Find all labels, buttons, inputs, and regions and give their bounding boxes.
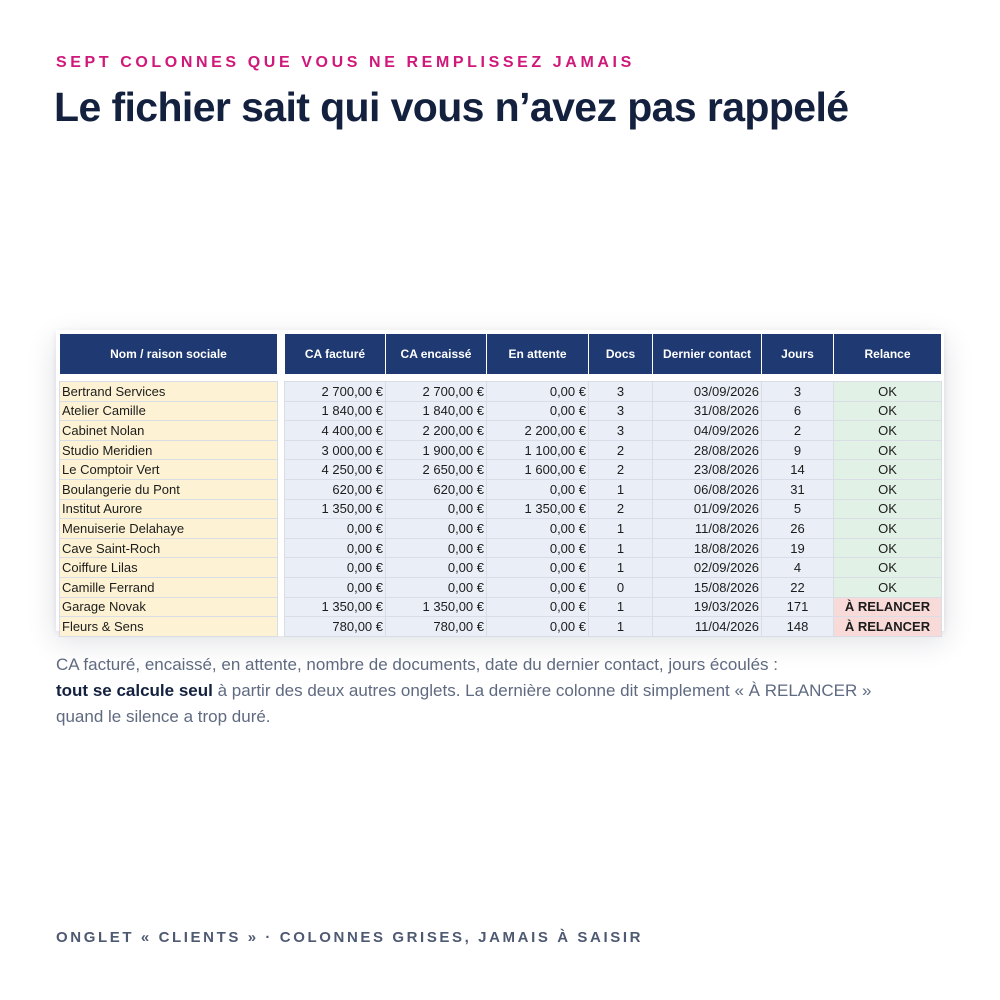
header-dernier-contact[interactable]: Dernier contact: [653, 334, 762, 375]
cell-name[interactable]: Cave Saint-Roch: [60, 538, 278, 558]
table-row: [60, 558, 942, 578]
cell-en-attente[interactable]: 2 200,00 €: [487, 421, 589, 441]
table-row: [60, 401, 942, 421]
cell-en-attente[interactable]: 1 100,00 €: [487, 440, 589, 460]
cell-ca-facture[interactable]: 3 000,00 €: [285, 440, 386, 460]
cell-en-attente[interactable]: 0,00 €: [487, 538, 589, 558]
column-gap: [278, 519, 285, 539]
cell-ca-encaisse[interactable]: 1 350,00 €: [386, 597, 487, 617]
cell-jours[interactable]: 26: [762, 519, 834, 539]
cell-jours[interactable]: 14: [762, 460, 834, 480]
cell-dernier-contact[interactable]: 31/08/2026: [653, 401, 762, 421]
cell-ca-encaisse[interactable]: 2 650,00 €: [386, 460, 487, 480]
table-row: [60, 499, 942, 519]
cell-relance[interactable]: OK: [834, 421, 942, 441]
cell-en-attente[interactable]: 0,00 €: [487, 617, 589, 637]
cell-jours[interactable]: 9: [762, 440, 834, 460]
column-gap: [278, 499, 285, 519]
column-gap: [278, 558, 285, 578]
spreadsheet-screenshot: [56, 330, 944, 634]
cell-dernier-contact[interactable]: 23/08/2026: [653, 460, 762, 480]
eyebrow-label: SEPT COLONNES QUE VOUS NE REMPLISSEZ JAMAIS: [56, 54, 635, 71]
cell-docs[interactable]: 1: [589, 617, 653, 637]
cell-relance[interactable]: OK: [834, 479, 942, 499]
cell-jours[interactable]: 6: [762, 401, 834, 421]
header-en-attente[interactable]: En attente: [487, 334, 589, 375]
cell-en-attente[interactable]: 1 600,00 €: [487, 460, 589, 480]
caption-bold: tout se calcule seul: [56, 681, 213, 700]
cell-docs[interactable]: 1: [589, 558, 653, 578]
cell-ca-facture[interactable]: 0,00 €: [285, 538, 386, 558]
cell-en-attente[interactable]: 0,00 €: [487, 577, 589, 597]
cell-docs[interactable]: 3: [589, 401, 653, 421]
cell-dernier-contact[interactable]: 11/04/2026: [653, 617, 762, 637]
table-row: [60, 538, 942, 558]
column-gap: [278, 479, 285, 499]
cell-dernier-contact[interactable]: 19/03/2026: [653, 597, 762, 617]
cell-relance[interactable]: OK: [834, 577, 942, 597]
header-row: [60, 334, 942, 375]
cell-dernier-contact[interactable]: 03/09/2026: [653, 382, 762, 402]
table-row: [60, 479, 942, 499]
header-name[interactable]: Nom / raison sociale: [60, 334, 278, 375]
table-body: [60, 375, 942, 637]
table-row: [60, 577, 942, 597]
header-relance[interactable]: Relance: [834, 334, 942, 375]
cell-relance[interactable]: OK: [834, 538, 942, 558]
cell-dernier-contact[interactable]: 15/08/2026: [653, 577, 762, 597]
table-row: [60, 617, 942, 637]
cell-name[interactable]: Coiffure Lilas: [60, 558, 278, 578]
table-row: [60, 519, 942, 539]
cell-jours[interactable]: 31: [762, 479, 834, 499]
column-gap: [278, 401, 285, 421]
cell-name[interactable]: Garage Novak: [60, 597, 278, 617]
cell-ca-encaisse[interactable]: 0,00 €: [386, 499, 487, 519]
header-jours[interactable]: Jours: [762, 334, 834, 375]
cell-dernier-contact[interactable]: 01/09/2026: [653, 499, 762, 519]
cell-jours[interactable]: 3: [762, 382, 834, 402]
cell-name[interactable]: Atelier Camille: [60, 401, 278, 421]
cell-en-attente[interactable]: 1 350,00 €: [487, 499, 589, 519]
cell-docs[interactable]: 3: [589, 382, 653, 402]
cell-docs[interactable]: 3: [589, 421, 653, 441]
cell-ca-encaisse[interactable]: 0,00 €: [386, 558, 487, 578]
cell-jours[interactable]: 22: [762, 577, 834, 597]
caption-part1: CA facturé, encaissé, en attente, nombre de documents, date du dernier contact, jours écoulés :: [56, 655, 778, 674]
cell-ca-facture[interactable]: 4 250,00 €: [285, 460, 386, 480]
cell-ca-facture[interactable]: 0,00 €: [285, 577, 386, 597]
cell-name[interactable]: Boulangerie du Pont: [60, 479, 278, 499]
cell-dernier-contact[interactable]: 18/08/2026: [653, 538, 762, 558]
cell-ca-encaisse[interactable]: 2 200,00 €: [386, 421, 487, 441]
cell-name[interactable]: Menuiserie Delahaye: [60, 519, 278, 539]
cell-en-attente[interactable]: 0,00 €: [487, 597, 589, 617]
cell-name[interactable]: Camille Ferrand: [60, 577, 278, 597]
cell-relance[interactable]: À RELANCER: [834, 597, 942, 617]
cell-jours[interactable]: 5: [762, 499, 834, 519]
cell-docs[interactable]: 1: [589, 538, 653, 558]
cell-dernier-contact[interactable]: 11/08/2026: [653, 519, 762, 539]
cell-ca-encaisse[interactable]: 780,00 €: [386, 617, 487, 637]
table-row: [60, 421, 942, 441]
caption-text: [56, 652, 876, 730]
clients-table: [59, 333, 942, 637]
cell-dernier-contact[interactable]: 28/08/2026: [653, 440, 762, 460]
cell-relance[interactable]: OK: [834, 401, 942, 421]
header-ca-facture[interactable]: CA facturé: [285, 334, 386, 375]
column-gap: [278, 538, 285, 558]
cell-ca-encaisse[interactable]: 620,00 €: [386, 479, 487, 499]
table-row: [60, 440, 942, 460]
page-title: Le fichier sait qui vous n’avez pas rappelé: [54, 84, 849, 130]
cell-relance[interactable]: OK: [834, 499, 942, 519]
cell-ca-facture[interactable]: 0,00 €: [285, 558, 386, 578]
cell-dernier-contact[interactable]: 02/09/2026: [653, 558, 762, 578]
column-gap: [278, 421, 285, 441]
cell-ca-encaisse[interactable]: 0,00 €: [386, 538, 487, 558]
cell-ca-encaisse[interactable]: 1 900,00 €: [386, 440, 487, 460]
cell-ca-encaisse[interactable]: 0,00 €: [386, 577, 487, 597]
cell-relance[interactable]: OK: [834, 558, 942, 578]
cell-ca-facture[interactable]: 4 400,00 €: [285, 421, 386, 441]
cell-en-attente[interactable]: 0,00 €: [487, 382, 589, 402]
column-gap: [278, 440, 285, 460]
cell-ca-facture[interactable]: 620,00 €: [285, 479, 386, 499]
cell-ca-facture[interactable]: 2 700,00 €: [285, 382, 386, 402]
cell-docs[interactable]: 2: [589, 499, 653, 519]
header-spacer: [60, 375, 942, 382]
cell-docs[interactable]: 1: [589, 597, 653, 617]
caption-part2: à partir des deux autres onglets. La dernière colonne dit simplement « À RELANCER » quand le silence a trop duré.: [56, 681, 872, 726]
cell-ca-encaisse[interactable]: 1 840,00 €: [386, 401, 487, 421]
cell-relance[interactable]: OK: [834, 460, 942, 480]
column-gap: [278, 597, 285, 617]
cell-jours[interactable]: 4: [762, 558, 834, 578]
cell-docs[interactable]: 0: [589, 577, 653, 597]
cell-name[interactable]: Institut Aurore: [60, 499, 278, 519]
cell-docs[interactable]: 1: [589, 519, 653, 539]
cell-name[interactable]: Fleurs & Sens: [60, 617, 278, 637]
column-gap: [278, 460, 285, 480]
cell-name[interactable]: Studio Meridien: [60, 440, 278, 460]
cell-ca-facture[interactable]: 780,00 €: [285, 617, 386, 637]
column-gap: [278, 577, 285, 597]
cell-en-attente[interactable]: 0,00 €: [487, 401, 589, 421]
cell-jours[interactable]: 148: [762, 617, 834, 637]
cell-dernier-contact[interactable]: 06/08/2026: [653, 479, 762, 499]
cell-docs[interactable]: 2: [589, 460, 653, 480]
footer-label: ONGLET « CLIENTS » · COLONNES GRISES, JAMAIS À SAISIR: [56, 929, 644, 946]
cell-ca-facture[interactable]: 1 350,00 €: [285, 499, 386, 519]
cell-docs[interactable]: 2: [589, 440, 653, 460]
cell-name[interactable]: Cabinet Nolan: [60, 421, 278, 441]
cell-relance[interactable]: OK: [834, 382, 942, 402]
cell-en-attente[interactable]: 0,00 €: [487, 558, 589, 578]
table-row: [60, 597, 942, 617]
cell-dernier-contact[interactable]: 04/09/2026: [653, 421, 762, 441]
cell-name[interactable]: Le Comptoir Vert: [60, 460, 278, 480]
cell-name[interactable]: Bertrand Services: [60, 382, 278, 402]
cell-jours[interactable]: 19: [762, 538, 834, 558]
cell-ca-encaisse[interactable]: 2 700,00 €: [386, 382, 487, 402]
cell-relance[interactable]: À RELANCER: [834, 617, 942, 637]
table-row: [60, 382, 942, 402]
table-row: [60, 460, 942, 480]
cell-jours[interactable]: 2: [762, 421, 834, 441]
column-gap: [278, 334, 285, 375]
cell-en-attente[interactable]: 0,00 €: [487, 479, 589, 499]
cell-jours[interactable]: 171: [762, 597, 834, 617]
column-gap: [278, 382, 285, 402]
cell-ca-facture[interactable]: 0,00 €: [285, 519, 386, 539]
header-docs[interactable]: Docs: [589, 334, 653, 375]
cell-relance[interactable]: OK: [834, 440, 942, 460]
cell-relance[interactable]: OK: [834, 519, 942, 539]
header-ca-encaisse[interactable]: CA encaissé: [386, 334, 487, 375]
cell-ca-encaisse[interactable]: 0,00 €: [386, 519, 487, 539]
cell-en-attente[interactable]: 0,00 €: [487, 519, 589, 539]
column-gap: [278, 617, 285, 637]
cell-docs[interactable]: 1: [589, 479, 653, 499]
cell-ca-facture[interactable]: 1 840,00 €: [285, 401, 386, 421]
cell-ca-facture[interactable]: 1 350,00 €: [285, 597, 386, 617]
